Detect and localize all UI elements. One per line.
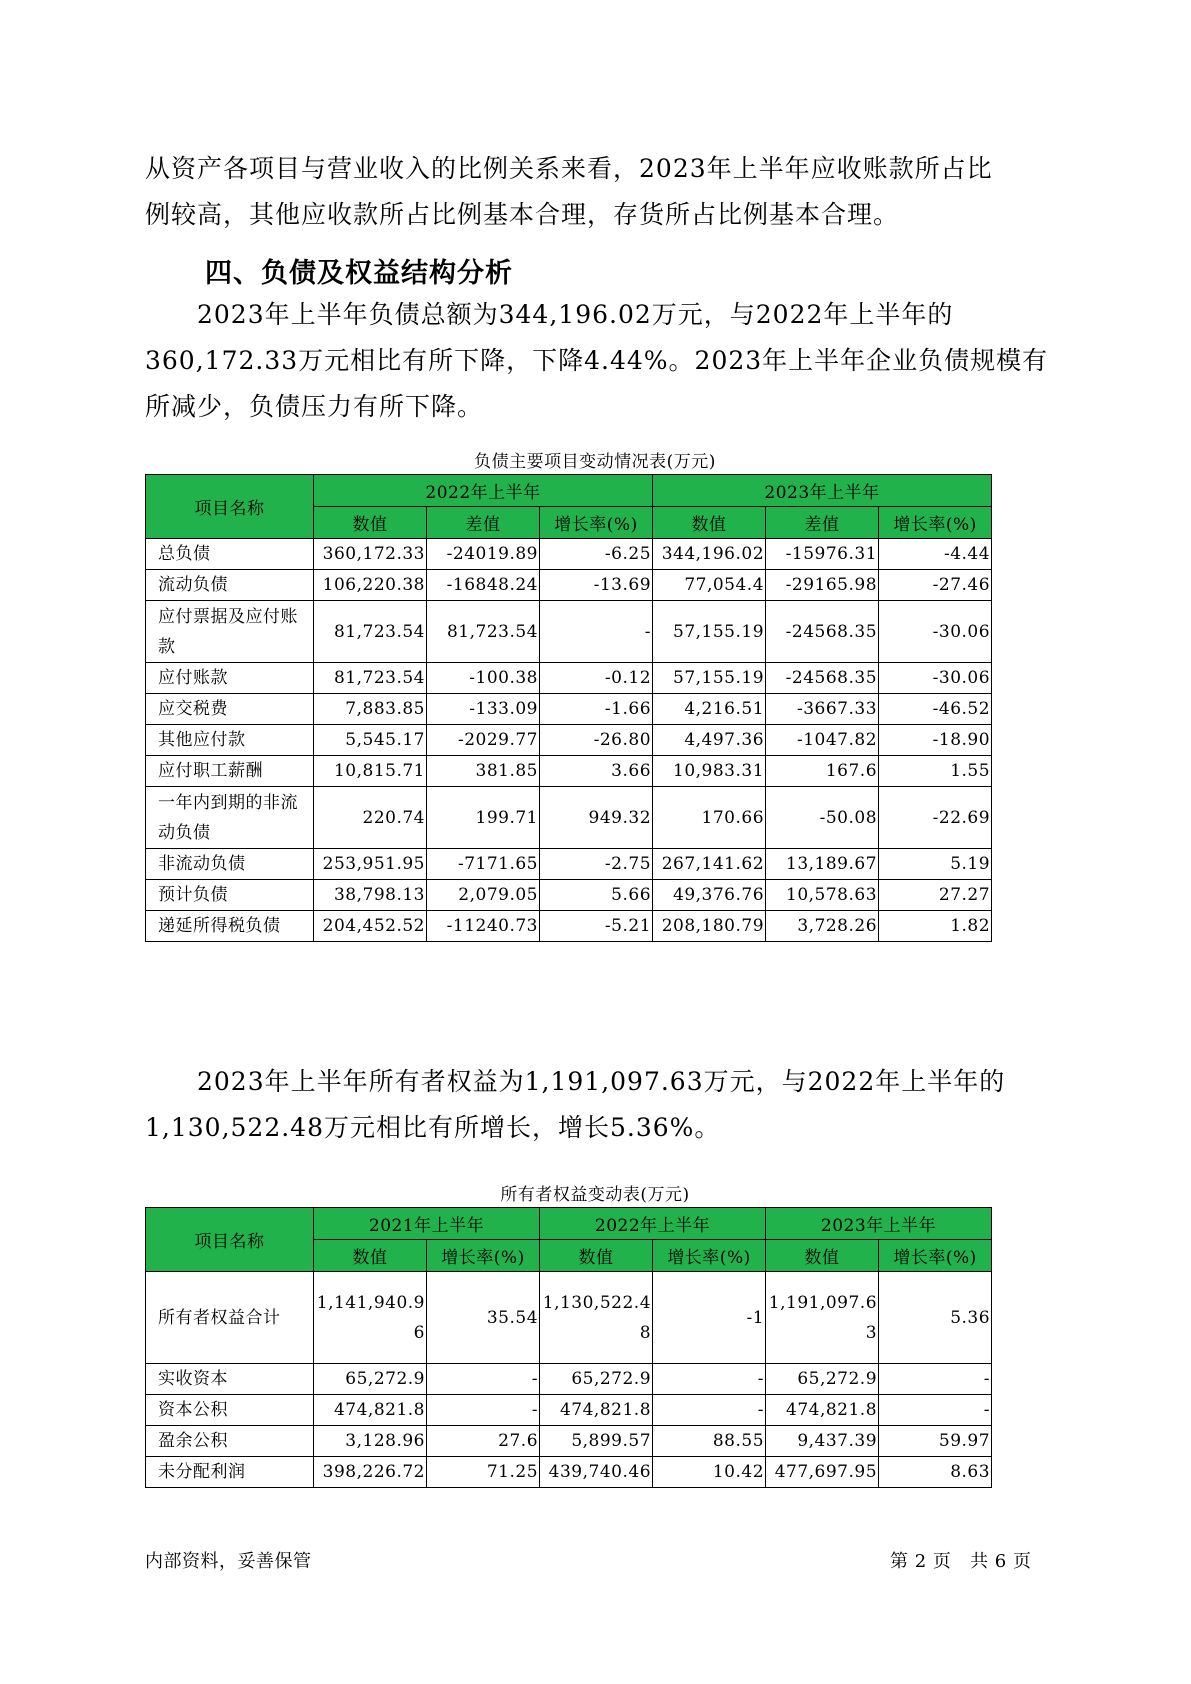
table-cell: -15976.31 [766, 539, 879, 570]
table-cell: -4.44 [879, 539, 992, 570]
table-cell: 65,272.9 [540, 1364, 653, 1395]
table-cell: -0.12 [540, 663, 653, 694]
table-cell: 360,172.33 [314, 539, 427, 570]
table-cell: 57,155.19 [653, 601, 766, 663]
subheader: 增长率(%) [540, 507, 653, 539]
liability-paragraph [145, 292, 1049, 430]
table-cell: 5.19 [879, 849, 992, 880]
table-cell: 1.82 [879, 911, 992, 942]
table-cell: 949.32 [540, 787, 653, 849]
table-row [146, 694, 992, 725]
table-cell: 27.6 [427, 1426, 540, 1457]
row-label: 实收资本 [146, 1364, 314, 1395]
liability-table [145, 474, 992, 942]
subheader: 数值 [314, 1240, 427, 1272]
table-cell: -24019.89 [427, 539, 540, 570]
table-cell: 77,054.4 [653, 570, 766, 601]
table-cell: 344,196.02 [653, 539, 766, 570]
subheader: 增长率(%) [653, 1240, 766, 1272]
table-cell: 204,452.52 [314, 911, 427, 942]
table-cell: -2.75 [540, 849, 653, 880]
table-cell: 439,740.46 [540, 1457, 653, 1488]
table-cell: -26.80 [540, 725, 653, 756]
table-cell: -24568.35 [766, 601, 879, 663]
table-cell: 167.6 [766, 756, 879, 787]
table-cell: 474,821.8 [314, 1395, 427, 1426]
section-heading: 四、负债及权益结构分析 [205, 258, 513, 289]
table-cell: 5,899.57 [540, 1426, 653, 1457]
subheader: 差值 [427, 507, 540, 539]
table-cell: -5.21 [540, 911, 653, 942]
total-pages: 共 6 页 [970, 1551, 1032, 1572]
table-cell: 3.66 [540, 756, 653, 787]
table-cell: 57,155.19 [653, 663, 766, 694]
liability-table-caption: 负债主要项目变动情况表(万元) [474, 452, 716, 472]
table-cell: -1 [653, 1272, 766, 1364]
table-cell: 4,497.36 [653, 725, 766, 756]
table-cell: -46.52 [879, 694, 992, 725]
table-cell: -13.69 [540, 570, 653, 601]
text-line: 1,130,522.48万元相比有所增长，增长5.36%。 [145, 1113, 721, 1142]
table-cell: -18.90 [879, 725, 992, 756]
subheader: 数值 [540, 1240, 653, 1272]
row-label: 应付账款 [146, 663, 314, 694]
table-cell: -2029.77 [427, 725, 540, 756]
table-cell: 1,130,522.48 [540, 1272, 653, 1364]
table-cell: 5,545.17 [314, 725, 427, 756]
subheader: 增长率(%) [427, 1240, 540, 1272]
table-row [146, 756, 992, 787]
header-period: 2023年上半年 [766, 1208, 992, 1240]
table-cell: 65,272.9 [766, 1364, 879, 1395]
table-cell: -1047.82 [766, 725, 879, 756]
table-cell: 13,189.67 [766, 849, 879, 880]
table-cell: -16848.24 [427, 570, 540, 601]
table-cell: 474,821.8 [540, 1395, 653, 1426]
text-line: 2023年上半年负债总额为344,196.02万元，与2022年上半年的 [197, 300, 954, 329]
row-label: 递延所得税负债 [146, 911, 314, 942]
table-cell: 38,798.13 [314, 880, 427, 911]
header-period: 2022年上半年 [314, 475, 653, 507]
table-cell: 199.71 [427, 787, 540, 849]
table-cell: 88.55 [653, 1426, 766, 1457]
row-label: 其他应付款 [146, 725, 314, 756]
table-row [146, 911, 992, 942]
table-cell: -7171.65 [427, 849, 540, 880]
text-line: 例较高，其他应收款所占比例基本合理，存货所占比例基本合理。 [145, 200, 900, 229]
table-cell: -6.25 [540, 539, 653, 570]
table-cell: 35.54 [427, 1272, 540, 1364]
table-row [146, 570, 992, 601]
table-cell: -11240.73 [427, 911, 540, 942]
table-row [146, 663, 992, 694]
table-cell: 9,437.39 [766, 1426, 879, 1457]
table-cell: 27.27 [879, 880, 992, 911]
table-cell: 10,815.71 [314, 756, 427, 787]
intro-paragraph [145, 146, 1045, 238]
footer-confidential-note: 内部资料，妥善保管 [145, 1551, 312, 1572]
subheader: 数值 [766, 1240, 879, 1272]
table-cell: 10,578.63 [766, 880, 879, 911]
header-period: 2021年上半年 [314, 1208, 540, 1240]
row-label: 流动负债 [146, 570, 314, 601]
table-row [146, 849, 992, 880]
table-cell: 81,723.54 [314, 663, 427, 694]
text-line: 从资产各项目与营业收入的比例关系来看，2023年上半年应收账款所占比 [145, 154, 993, 183]
table-cell: -1.66 [540, 694, 653, 725]
table-cell: -3667.33 [766, 694, 879, 725]
table-cell: 208,180.79 [653, 911, 766, 942]
row-label: 应交税费 [146, 694, 314, 725]
subheader: 差值 [766, 507, 879, 539]
table-cell: -27.46 [879, 570, 992, 601]
table-cell: 7,883.85 [314, 694, 427, 725]
table-row [146, 1426, 992, 1457]
header-item-name: 项目名称 [146, 1208, 314, 1272]
table-row [146, 787, 992, 849]
table-cell: - [653, 1395, 766, 1426]
row-label: 应付职工薪酬 [146, 756, 314, 787]
header-period: 2022年上半年 [540, 1208, 766, 1240]
table-cell: 8.63 [879, 1457, 992, 1488]
page-indicator: 第 2 页 [890, 1551, 952, 1572]
text-line: 所减少，负债压力有所下降。 [145, 392, 484, 421]
table-row [146, 880, 992, 911]
table-cell: -30.06 [879, 601, 992, 663]
equity-paragraph [145, 1059, 1045, 1151]
subheader: 增长率(%) [879, 507, 992, 539]
row-label: 应付票据及应付账款 [146, 601, 314, 663]
footer-page-number [890, 1547, 1031, 1573]
table-cell: 474,821.8 [766, 1395, 879, 1426]
table-row [146, 725, 992, 756]
table-row [146, 1457, 992, 1488]
subheader: 数值 [653, 507, 766, 539]
table-cell: -100.38 [427, 663, 540, 694]
table-cell: -30.06 [879, 663, 992, 694]
table-cell: 220.74 [314, 787, 427, 849]
table-cell: 2,079.05 [427, 880, 540, 911]
table-cell: 1,141,940.96 [314, 1272, 427, 1364]
table-row [146, 1364, 992, 1395]
table-cell: 267,141.62 [653, 849, 766, 880]
table-cell: 398,226.72 [314, 1457, 427, 1488]
table-cell: 65,272.9 [314, 1364, 427, 1395]
table-cell: 106,220.38 [314, 570, 427, 601]
table-cell: 81,723.54 [427, 601, 540, 663]
table-cell: 81,723.54 [314, 601, 427, 663]
table-cell: 253,951.95 [314, 849, 427, 880]
table-cell: - [879, 1395, 992, 1426]
table-cell: - [427, 1395, 540, 1426]
header-period: 2023年上半年 [653, 475, 992, 507]
text-line: 2023年上半年所有者权益为1,191,097.63万元，与2022年上半年的 [197, 1067, 1006, 1096]
table-cell: -133.09 [427, 694, 540, 725]
table-cell: 49,376.76 [653, 880, 766, 911]
table-cell: -29165.98 [766, 570, 879, 601]
table-cell: 1,191,097.63 [766, 1272, 879, 1364]
table-cell: 5.66 [540, 880, 653, 911]
row-label: 一年内到期的非流动负债 [146, 787, 314, 849]
table-cell: 10.42 [653, 1457, 766, 1488]
header-item-name: 项目名称 [146, 475, 314, 539]
row-label: 所有者权益合计 [146, 1272, 314, 1364]
subheader: 增长率(%) [879, 1240, 992, 1272]
table-row [146, 1272, 992, 1364]
row-label: 资本公积 [146, 1395, 314, 1426]
table-cell: 59.97 [879, 1426, 992, 1457]
row-label: 预计负债 [146, 880, 314, 911]
table-cell: 477,697.95 [766, 1457, 879, 1488]
table-cell: -24568.35 [766, 663, 879, 694]
row-label: 总负债 [146, 539, 314, 570]
equity-table-caption: 所有者权益变动表(万元) [500, 1185, 690, 1205]
row-label: 非流动负债 [146, 849, 314, 880]
table-row [146, 601, 992, 663]
row-label: 未分配利润 [146, 1457, 314, 1488]
table-cell: 381.85 [427, 756, 540, 787]
text-line: 360,172.33万元相比有所下降，下降4.44%。2023年上半年企业负债规模有 [145, 346, 1049, 375]
table-cell: - [879, 1364, 992, 1395]
table-cell: 3,728.26 [766, 911, 879, 942]
table-cell: 3,128.96 [314, 1426, 427, 1457]
table-cell: - [540, 601, 653, 663]
subheader: 数值 [314, 507, 427, 539]
row-label: 盈余公积 [146, 1426, 314, 1457]
table-cell: 5.36 [879, 1272, 992, 1364]
equity-table [145, 1207, 992, 1488]
table-row [146, 539, 992, 570]
table-cell: - [653, 1364, 766, 1395]
table-cell: -22.69 [879, 787, 992, 849]
table-cell: -50.08 [766, 787, 879, 849]
table-cell: - [427, 1364, 540, 1395]
table-row [146, 1395, 992, 1426]
table-cell: 1.55 [879, 756, 992, 787]
table-cell: 10,983.31 [653, 756, 766, 787]
table-cell: 71.25 [427, 1457, 540, 1488]
table-cell: 170.66 [653, 787, 766, 849]
table-cell: 4,216.51 [653, 694, 766, 725]
